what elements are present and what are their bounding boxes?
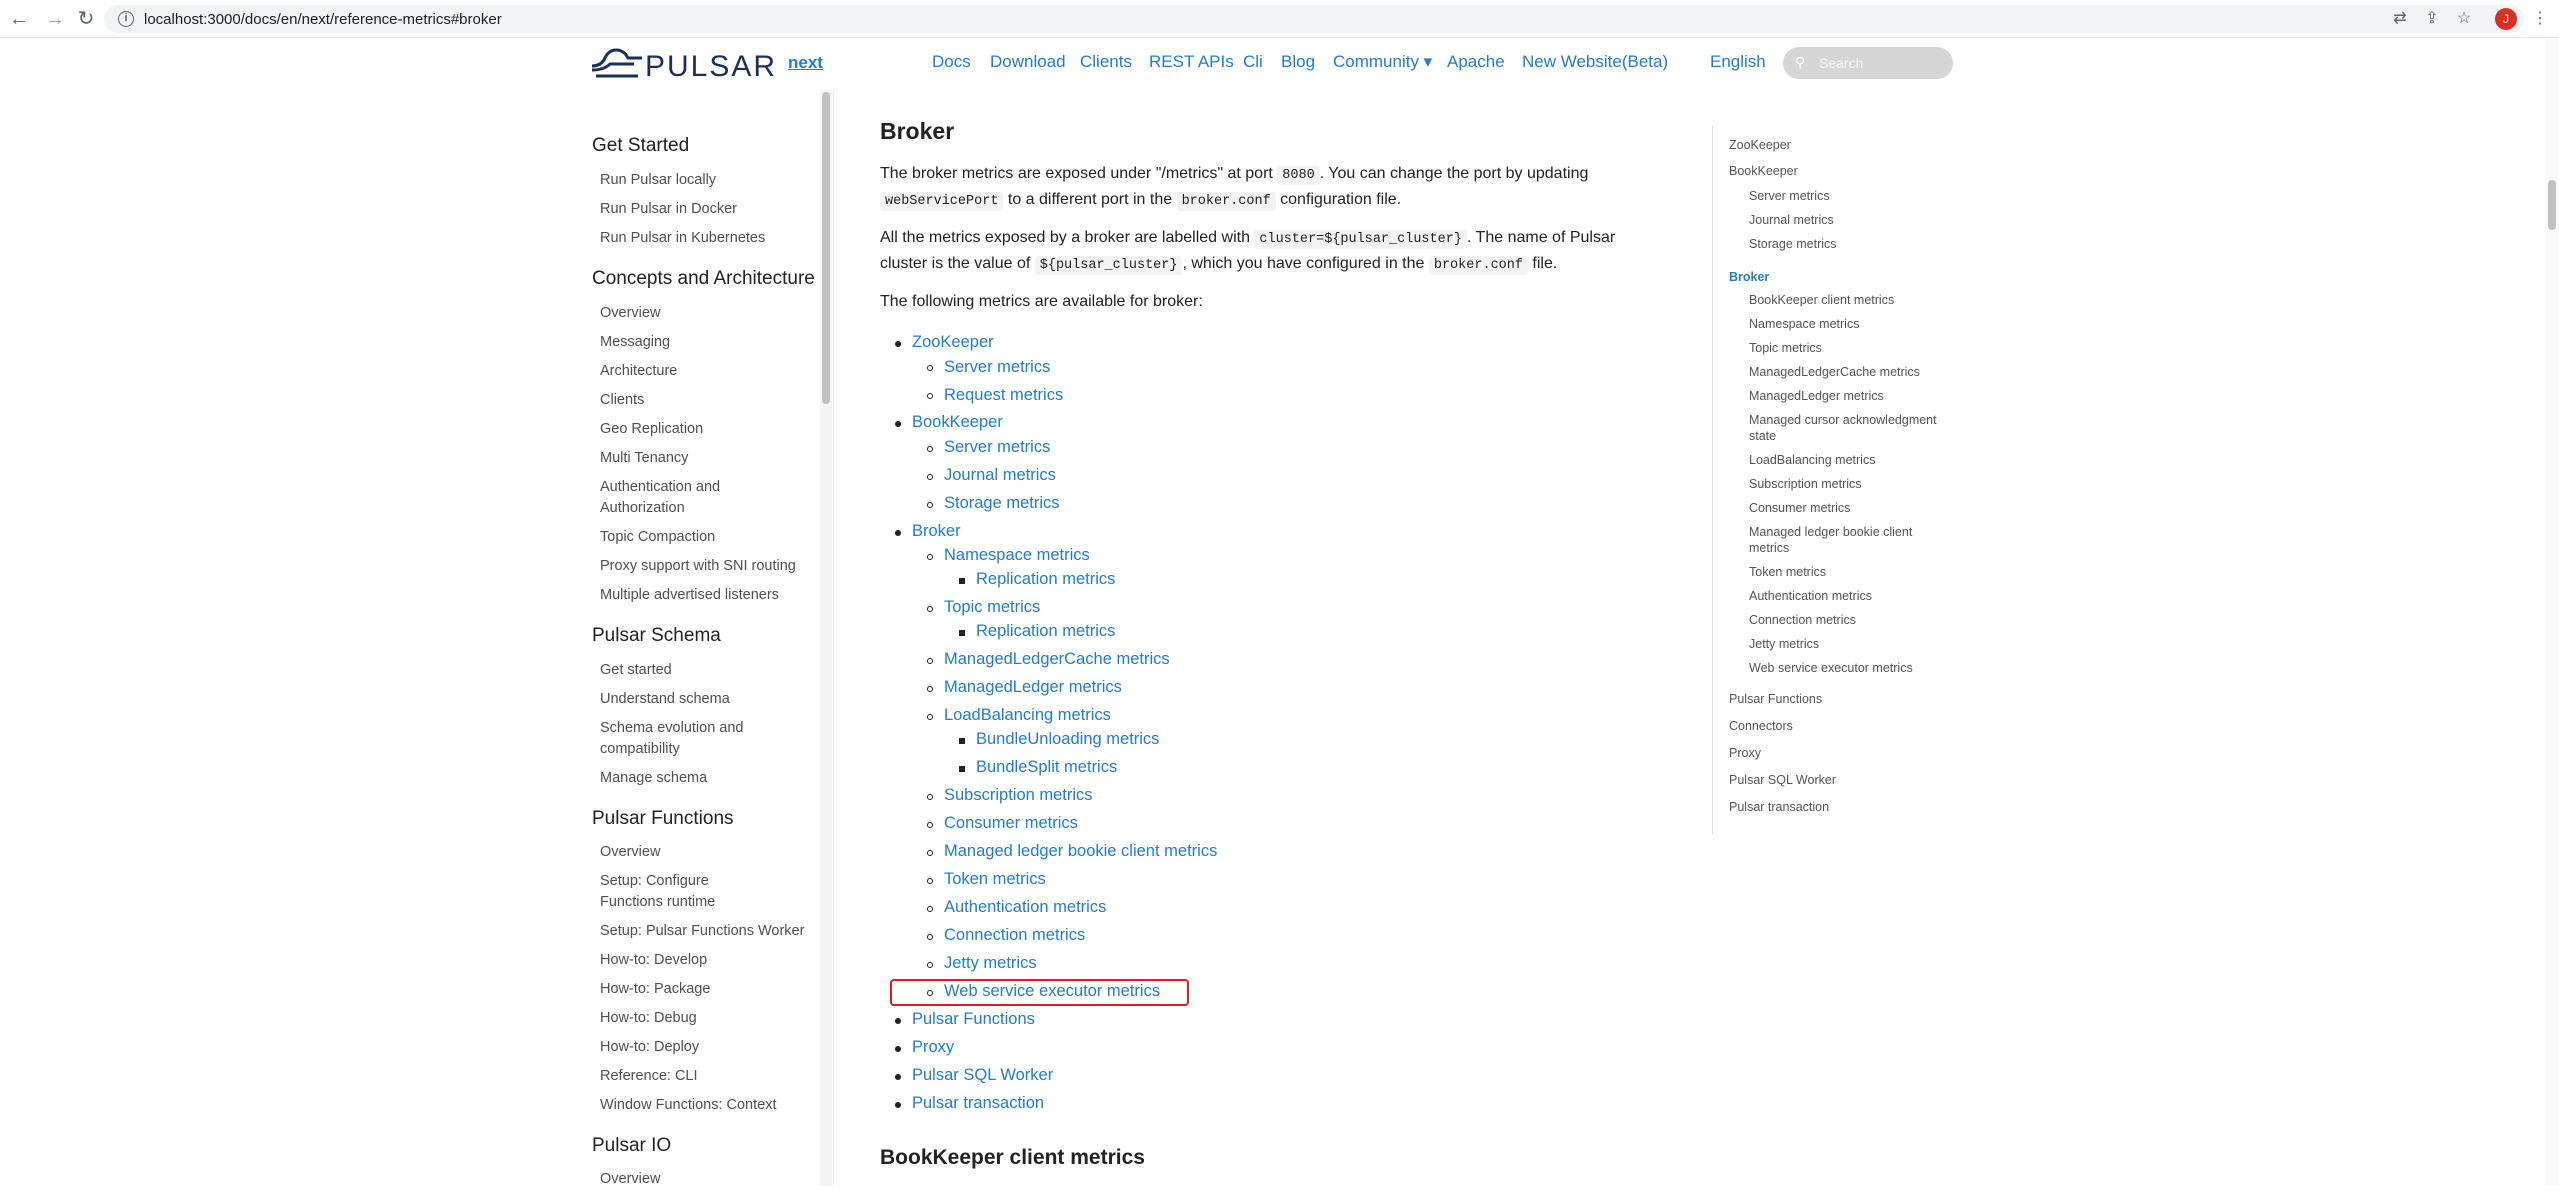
list-item[interactable]: LoadBalancing metrics bbox=[944, 706, 1111, 724]
list-item[interactable]: Pulsar transaction bbox=[912, 1094, 1045, 1112]
toc-item[interactable]: Token metrics bbox=[1749, 565, 1827, 579]
list-item[interactable]: ManagedLedger metrics bbox=[944, 678, 1122, 696]
divider bbox=[833, 90, 834, 1186]
nav-new-website[interactable]: New Website(Beta) bbox=[1522, 52, 1669, 71]
sidebar-item[interactable]: Geo Replication bbox=[600, 421, 704, 437]
bullet bbox=[895, 1102, 901, 1108]
toc-item[interactable]: Consumer metrics bbox=[1749, 501, 1851, 515]
bullet bbox=[927, 794, 933, 800]
toc-item[interactable]: ManagedLedgerCache metrics bbox=[1749, 365, 1920, 379]
sidebar-item[interactable]: How-to: Debug bbox=[600, 1010, 697, 1026]
bullet bbox=[959, 630, 965, 636]
sidebar-item[interactable]: Run Pulsar locally bbox=[600, 172, 717, 188]
toc-item[interactable]: BookKeeper client metrics bbox=[1749, 293, 1895, 307]
sidebar-item[interactable]: Run Pulsar in Kubernetes bbox=[600, 230, 766, 246]
bullet bbox=[895, 530, 901, 536]
translate-icon[interactable]: ⇄ bbox=[2393, 10, 2407, 27]
sidebar-item[interactable]: Topic Compaction bbox=[600, 529, 716, 545]
profile-avatar[interactable]: J bbox=[2495, 8, 2517, 30]
list-item[interactable]: Broker bbox=[912, 522, 961, 540]
toc-item[interactable]: Pulsar SQL Worker bbox=[1729, 773, 1836, 787]
sidebar-item[interactable]: How-to: Deploy bbox=[600, 1039, 700, 1055]
bullet bbox=[927, 714, 933, 720]
list-item[interactable]: Proxy bbox=[912, 1038, 955, 1056]
toc-item[interactable]: Managed cursor acknowledgment state bbox=[1749, 413, 1937, 443]
forward-arrow-icon[interactable]: → bbox=[45, 8, 65, 30]
reload-icon[interactable]: ↻ bbox=[77, 8, 95, 30]
toc-item-active[interactable]: Broker bbox=[1729, 270, 1770, 284]
toc-item[interactable]: Namespace metrics bbox=[1749, 317, 1860, 331]
list-item[interactable]: Managed ledger bookie client metrics bbox=[944, 842, 1218, 860]
list-item[interactable]: Token metrics bbox=[944, 870, 1046, 888]
bullet bbox=[927, 658, 933, 664]
bullet bbox=[895, 1074, 901, 1080]
highlight-annotation bbox=[890, 979, 1189, 1006]
bookmark-star-icon[interactable]: ☆ bbox=[2456, 10, 2472, 27]
bullet bbox=[927, 446, 933, 452]
list-item-web-service-executor[interactable]: Web service executor metrics bbox=[944, 982, 1161, 1000]
list-item[interactable]: Pulsar SQL Worker bbox=[912, 1066, 1054, 1084]
nav-cli[interactable]: Cli bbox=[1243, 52, 1263, 71]
list-item[interactable]: Connection metrics bbox=[944, 926, 1086, 944]
toc-item[interactable]: Subscription metrics bbox=[1749, 477, 1862, 491]
nav-rest-apis[interactable]: REST APIs bbox=[1149, 52, 1234, 71]
list-item[interactable]: Subscription metrics bbox=[944, 786, 1093, 804]
toc-item[interactable]: Topic metrics bbox=[1749, 341, 1822, 355]
address-bar[interactable] bbox=[104, 5, 2524, 33]
list-item[interactable]: Server metrics bbox=[944, 358, 1051, 376]
bullet bbox=[927, 365, 933, 371]
share-icon[interactable]: ⇪ bbox=[2425, 10, 2439, 27]
sidebar-item[interactable]: Overview bbox=[600, 1171, 661, 1187]
bullet bbox=[927, 554, 933, 560]
sidebar-item[interactable]: Multi Tenancy bbox=[600, 450, 689, 466]
toc-item[interactable]: Jetty metrics bbox=[1749, 637, 1820, 651]
bullet bbox=[927, 850, 933, 856]
list-item[interactable]: Replication metrics bbox=[976, 570, 1116, 588]
sidebar-item[interactable]: Authentication and Authorization bbox=[600, 479, 721, 516]
sidebar-heading-schema[interactable]: Pulsar Schema bbox=[592, 625, 721, 646]
bullet bbox=[927, 502, 933, 508]
docs-sidebar bbox=[590, 120, 820, 1186]
bullet bbox=[895, 1046, 901, 1052]
toc-item[interactable]: Server metrics bbox=[1749, 189, 1830, 203]
bullet bbox=[927, 962, 933, 968]
toc-item[interactable]: Managed ledger bookie client metrics bbox=[1749, 525, 1913, 555]
search-icon: ⚲ bbox=[1795, 54, 1806, 70]
sidebar-heading-functions[interactable]: Pulsar Functions bbox=[592, 808, 734, 829]
bullet bbox=[927, 474, 933, 480]
list-item[interactable]: Storage metrics bbox=[944, 494, 1060, 512]
bullet bbox=[959, 738, 965, 744]
nav-docs[interactable]: Docs bbox=[932, 52, 971, 71]
toc-item[interactable]: Journal metrics bbox=[1749, 213, 1834, 227]
toc-item[interactable]: ManagedLedger metrics bbox=[1749, 389, 1884, 403]
back-arrow-icon[interactable]: ← bbox=[9, 8, 29, 30]
bullet bbox=[927, 934, 933, 940]
nav-apache[interactable]: Apache bbox=[1447, 52, 1505, 71]
sidebar-item[interactable]: Messaging bbox=[600, 334, 671, 350]
paragraph-labels: All the metrics exposed by a broker are labelled with cluster=${pulsar_cluster} . The name of Pulsar cluster is the value of ${pulsar_cluster} , which you have configured in the broker.conf file. bbox=[880, 229, 1616, 273]
site-search[interactable] bbox=[1783, 47, 1953, 79]
sidebar-item[interactable]: Proxy support with SNI routing bbox=[600, 558, 796, 574]
sidebar-item[interactable]: Reference: CLI bbox=[600, 1068, 698, 1084]
sidebar-item[interactable]: Run Pulsar in Docker bbox=[600, 201, 737, 217]
site-info-icon[interactable]: i bbox=[118, 11, 134, 27]
toc-item[interactable]: Connection metrics bbox=[1749, 613, 1856, 627]
bullet bbox=[959, 766, 965, 772]
list-item[interactable]: ManagedLedgerCache metrics bbox=[944, 650, 1170, 668]
nav-language[interactable]: English bbox=[1710, 52, 1766, 71]
sidebar-item[interactable]: Multiple advertised listeners bbox=[600, 587, 779, 603]
sidebar-item[interactable]: How-to: Develop bbox=[600, 952, 708, 968]
search-input[interactable] bbox=[1819, 53, 1939, 73]
toc-item[interactable]: Authentication metrics bbox=[1749, 589, 1872, 603]
bullet bbox=[927, 686, 933, 692]
list-item[interactable]: Consumer metrics bbox=[944, 814, 1078, 832]
list-item[interactable]: Server metrics bbox=[944, 438, 1051, 456]
toc-item[interactable]: Web service executor metrics bbox=[1749, 661, 1913, 675]
bullet bbox=[959, 578, 965, 584]
list-item[interactable]: Namespace metrics bbox=[944, 546, 1090, 564]
page-title: Broker bbox=[880, 118, 955, 144]
toc-item[interactable]: BookKeeper bbox=[1729, 164, 1798, 178]
bullet bbox=[895, 421, 901, 427]
toc-item[interactable]: Pulsar transaction bbox=[1729, 800, 1830, 814]
list-item[interactable]: BookKeeper bbox=[912, 413, 1003, 431]
sidebar-item[interactable]: Architecture bbox=[600, 363, 678, 379]
toc-item[interactable]: Proxy bbox=[1729, 746, 1761, 760]
bullet bbox=[927, 822, 933, 828]
nav-community[interactable]: Community ▾ bbox=[1333, 52, 1433, 71]
list-item[interactable]: Authentication metrics bbox=[944, 898, 1107, 916]
sidebar-item[interactable]: Setup: Pulsar Functions Worker bbox=[600, 923, 805, 939]
browser-toolbar bbox=[0, 0, 2559, 38]
toc-item[interactable]: Connectors bbox=[1729, 719, 1793, 733]
site-header bbox=[0, 38, 2559, 88]
page-scroll-thumb[interactable] bbox=[2548, 180, 2556, 230]
sidebar-item[interactable]: Get started bbox=[600, 662, 672, 678]
toc-item[interactable]: Pulsar Functions bbox=[1729, 692, 1823, 706]
sidebar-item[interactable]: Setup: Configure Functions runtime bbox=[600, 873, 716, 910]
toc-item[interactable]: ZooKeeper bbox=[1729, 138, 1791, 152]
toc-item[interactable]: Storage metrics bbox=[1749, 237, 1837, 251]
sidebar-heading-io[interactable]: Pulsar IO bbox=[592, 1135, 672, 1156]
sidebar-item[interactable]: Manage schema bbox=[600, 770, 708, 786]
sidebar-item[interactable]: Window Functions: Context bbox=[600, 1097, 777, 1113]
bullet bbox=[927, 878, 933, 884]
nav-download[interactable]: Download bbox=[990, 52, 1066, 71]
list-item[interactable]: Replication metrics bbox=[976, 622, 1116, 640]
paragraph-available: The following metrics are available for broker: bbox=[880, 293, 1203, 310]
paragraph-metrics-port: The broker metrics are exposed under "/metrics" at port 8080 . You can change the port by updating webServicePort to a different port in the broker.conf configuration file. bbox=[880, 165, 1589, 209]
bullet bbox=[927, 606, 933, 612]
sidebar-item[interactable]: Clients bbox=[600, 392, 645, 408]
nav-clients[interactable]: Clients bbox=[1080, 52, 1132, 71]
list-item[interactable]: Jetty metrics bbox=[944, 954, 1037, 972]
list-item[interactable]: Topic metrics bbox=[944, 598, 1041, 616]
sidebar-heading-concepts[interactable]: Concepts and Architecture bbox=[592, 268, 815, 289]
sidebar-scroll-thumb[interactable] bbox=[822, 92, 830, 404]
list-item[interactable]: Request metrics bbox=[944, 386, 1064, 404]
list-item[interactable]: BundleSplit metrics bbox=[976, 758, 1118, 776]
list-item[interactable]: BundleUnloading metrics bbox=[976, 730, 1160, 748]
nav-blog[interactable]: Blog bbox=[1281, 52, 1316, 71]
browser-menu-icon[interactable]: ⋮ bbox=[2532, 10, 2548, 27]
list-item[interactable]: Journal metrics bbox=[944, 466, 1056, 484]
sidebar-item[interactable]: How-to: Package bbox=[600, 981, 711, 997]
version-link[interactable]: next bbox=[788, 53, 823, 72]
sidebar-item[interactable]: Overview bbox=[600, 844, 661, 860]
sidebar-item[interactable]: Understand schema bbox=[600, 691, 730, 707]
bullet bbox=[927, 906, 933, 912]
bullet bbox=[895, 341, 901, 347]
toc-item[interactable]: LoadBalancing metrics bbox=[1749, 453, 1876, 467]
list-item[interactable]: ZooKeeper bbox=[912, 333, 994, 351]
logo-text[interactable]: PULSAR bbox=[645, 50, 778, 83]
list-item[interactable]: Pulsar Functions bbox=[912, 1010, 1035, 1028]
table-of-contents bbox=[1712, 125, 1952, 835]
sidebar-item[interactable]: Schema evolution and compatibility bbox=[600, 720, 744, 757]
url-text[interactable]: localhost:3000/docs/en/next/reference-metrics#broker bbox=[144, 11, 502, 28]
sidebar-heading-get-started[interactable]: Get Started bbox=[592, 135, 690, 156]
section-heading-bookkeeper-client: BookKeeper client metrics bbox=[880, 1146, 1145, 1169]
bullet bbox=[895, 1018, 901, 1024]
bullet bbox=[927, 393, 933, 399]
sidebar-item[interactable]: Overview bbox=[600, 305, 661, 321]
